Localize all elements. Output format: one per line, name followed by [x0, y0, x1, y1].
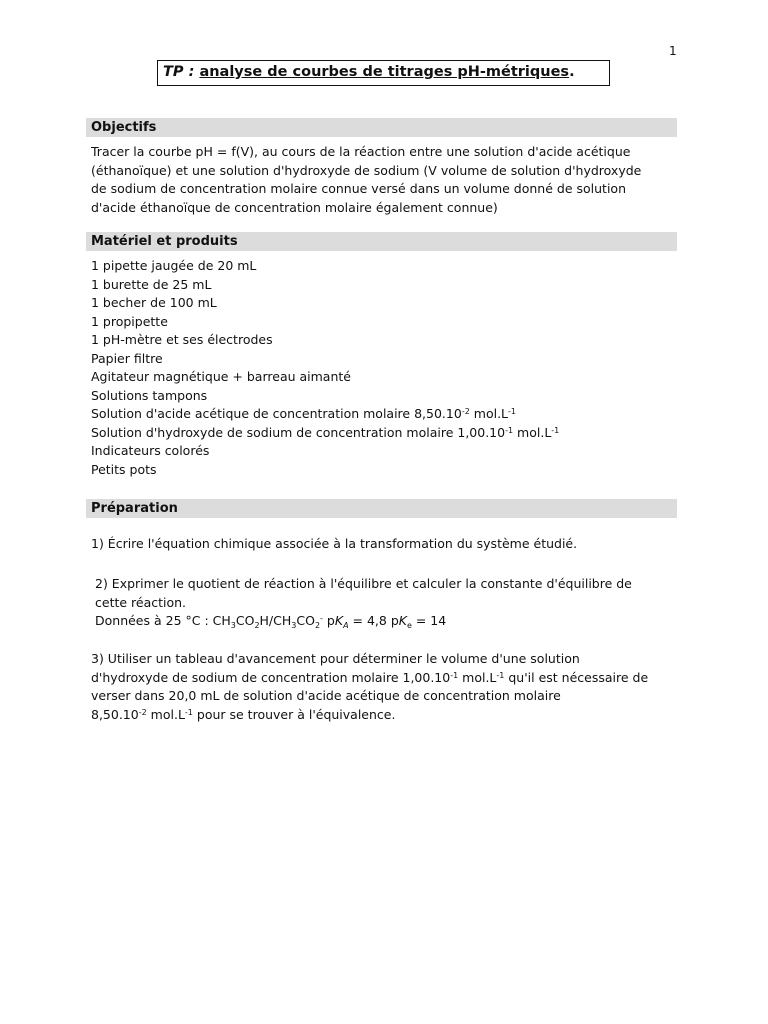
section-heading-preparation: Préparation	[86, 499, 677, 518]
title-prefix: TP :	[163, 64, 195, 80]
list-item: 1 becher de 100 mL	[91, 295, 217, 310]
list-item-acide: Solution d'acide acétique de concentration molaire $8,50.10^{-2}$ $mol.L^{-1}$	[91, 406, 516, 421]
question-3	[91, 650, 677, 724]
objectifs-line: d'acide éthanoïque de concentration molaire également connue)	[91, 199, 498, 215]
materiel-list	[91, 257, 677, 479]
objectifs-line: (éthanoïque) et une solution d'hydroxyde de sodium (V volume de solution d'hydroxyde	[91, 162, 642, 178]
question-3-line: verser dans 20,0 mL de solution d'acide acétique de concentration molaire	[91, 688, 561, 703]
list-item-soude: Solution d'hydroxyde de sodium de concentration molaire $1,00.10^{-1}$ $mol.L^{-1}$	[91, 424, 560, 440]
section-heading-materiel: Matériel et produits	[86, 232, 677, 251]
objectifs-line: Tracer la courbe pH = f(V), au cours de la réaction entre une solution d'acide acétique	[91, 144, 631, 159]
page-title	[157, 60, 610, 86]
question-3-line: $8,50.10^{-2}$ $mol.L^{-1}$ pour se trouver à l'équivalence.	[91, 706, 396, 722]
list-item: 1 pipette jaugée de 20 mL	[91, 258, 257, 273]
section-heading-objectifs: Objectifs	[86, 118, 677, 137]
question-1: 1) Écrire l'équation chimique associée à la transformation du système étudié.	[91, 536, 578, 551]
question-2	[95, 575, 677, 633]
page-number: 1	[669, 44, 677, 58]
question-3-line: d'hydroxyde de sodium de concentration molaire $1,00.10^{-1}$ $mol.L^{-1}$ qu'il est nécessaire de	[91, 669, 649, 685]
list-item: Agitateur magnétique + barreau aimanté	[91, 369, 351, 384]
title-suffix: .	[569, 64, 575, 80]
question-2-data: Données à 25 °C : $CH_3CO_2H/CH_3CO_2^-$ $pK_A = 4,8$ $pK_e = 14$	[95, 613, 447, 630]
list-item: 1 burette de 25 mL	[91, 276, 212, 292]
question-2-line: 2) Exprimer le quotient de réaction à l'équilibre et calculer la constante d'équilibre de	[95, 576, 632, 591]
title-main: analyse de courbes de titrages pH-métriques	[199, 64, 570, 80]
objectifs-line: de sodium de concentration molaire connue versé dans un volume donné de solution	[91, 181, 626, 196]
list-item: 1 pH-mètre et ses électrodes	[91, 332, 273, 347]
list-item: Solutions tampons	[91, 387, 208, 403]
list-item: Papier filtre	[91, 350, 163, 366]
question-3-line: 3) Utiliser un tableau d'avancement pour déterminer le volume d'une solution	[91, 651, 580, 666]
question-2-line: cette réaction.	[95, 594, 187, 610]
objectifs-paragraph	[91, 143, 677, 217]
list-item: 1 propipette	[91, 313, 168, 329]
list-item: Petits pots	[91, 461, 157, 477]
list-item: Indicateurs colorés	[91, 443, 210, 458]
